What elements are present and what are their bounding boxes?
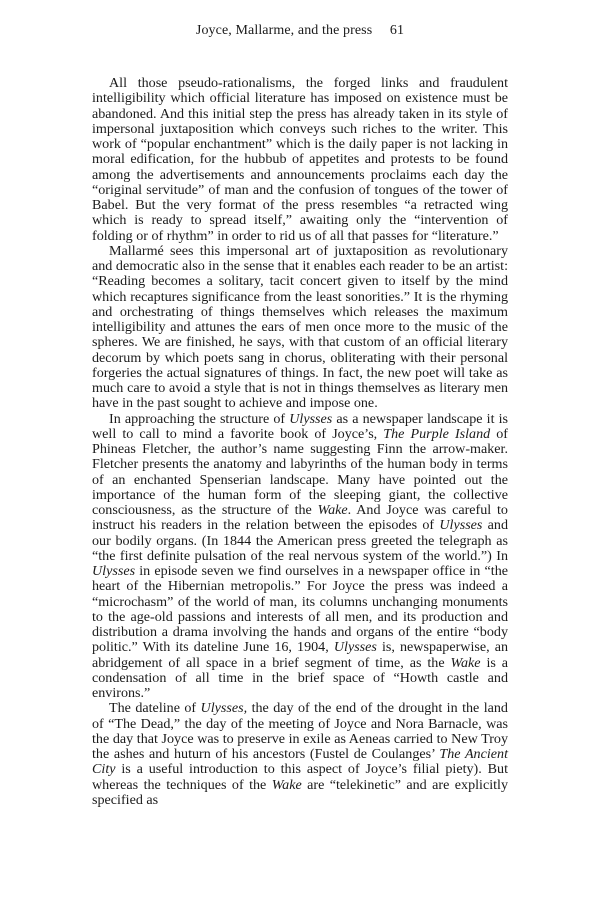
text-run: All those pseudo-rationalisms, the forged links and fraudulent intelligibility which official literature has imposed on existence must be abandoned. And this initial step the press has already taken in its style of impersonal juxtaposition which conveys such riches to the writer. This work of “popular enchantment” which is the daily paper is not lacking in moral edification, for the hubbub of appetites and protests to be found among the advertisements and announcements proclaims each day the “original servitude” of man and the confusion of tongues of the tower of Babel. But the very format of the press resembles “a retracted wing which is ready to spread itself,” awaiting only the “intervention of folding or of rhythm” in order to rid us of all that passes for “literature.” [92, 75, 508, 244]
italic-title-text: Ulysses [92, 563, 136, 579]
text-run: . And Joyce was careful to instruct his readers in the relation between the episodes of [92, 502, 508, 534]
italic-title-text: The Purple Island [383, 425, 491, 442]
italic-title-text: Wake [450, 654, 481, 671]
text-run: The dateline of [109, 700, 201, 717]
text-run: Mallarmé sees this impersonal art of juxtaposition as revolutionary and democratic also in the sense that it enables each reader to be an artist: “Reading becomes a solitary, tacit concert given to itself by the mind which recaptures significance from the least sonorities.” It is the rhyming and orchestrating of things themselves which releases the maximum intelligibility and attunes the ears of men once more to the music of the spheres. We are finished, he says, with that custom of an official literary decorum by which poets sang in chorus, obliterating with their personal forgeries the actual signatures of things. In fact, the new poet will take as much care to avoid a style that is not in things themselves as literary men have in the past sought to achieve and impose one. [92, 242, 508, 412]
body-text [92, 76, 508, 808]
text-run: the day of the end of the drought in the land of “The Dead,” the day of the meeting of Joyce and Nora Barnacle, was the day that Joyce was to preserve in exile as Aeneas carried to New Troy the ashes and huturn of his ancestors (Fustel de Coulanges’ [92, 700, 508, 762]
text-run: is, newspaperwise, an abridgement of all space in a brief segment of time, as the [92, 639, 509, 671]
text-run: and our bodily organs. (In 1844 the American press greeted the telegraph as “the first definite pulsation of the real nervous system of the world.”) In [92, 517, 508, 564]
paragraph [92, 76, 508, 244]
text-run: are “telekinetic” and are explicitly specified as [92, 776, 508, 808]
text-run: in episode seven we find ourselves in a newspaper office in “the heart of the Hibernian metropolis.” For Joyce the press was indeed a “microchasm” of the world of man, its columns unchanging monuments to the age-old passions and interests of all men, and its production and distribution a drama involving the hands and organs of the entire “body politic.” With its dateline June 16, 1904, [92, 563, 508, 656]
running-head-title: Joyce, Mallarme, and the press [195, 23, 373, 38]
italic-title-text: Ulysses [333, 639, 377, 656]
paragraph [92, 701, 508, 808]
paragraph [92, 244, 508, 412]
italic-title-text: Ulysses, [200, 700, 248, 717]
running-head [0, 23, 600, 39]
text-run: In approaching the structure of [109, 410, 290, 427]
text-run: of Phineas Fletcher, the author’s name suggesting Finn the arrow-maker. Fletcher presents the anatomy and labyrinths of the human body in terms of an enchanted Spenserian landscape. Many have pointed out the importance of the human form of the sleeping giant, the collective consciousness, as the structure of the [92, 425, 509, 518]
italic-title-text: Ulysses [289, 410, 333, 427]
text-run: is a condensation of all time in the brief space of “Howth castle and environs.” [92, 654, 508, 701]
italic-title-text: Wake [317, 502, 348, 518]
italic-title-text: Ulysses [439, 517, 483, 534]
page-number: 61 [389, 23, 405, 38]
paragraph [92, 412, 508, 702]
text-run: is a useful introduction to this aspect of Joyce’s filial piety). But whereas the techniques of the [92, 761, 508, 793]
text-run: as a newspaper landscape it is well to call to mind a favorite book of Joyce’s, [92, 410, 508, 442]
italic-title-text: Wake [271, 776, 302, 793]
italic-title-text: The Ancient City [92, 746, 508, 778]
